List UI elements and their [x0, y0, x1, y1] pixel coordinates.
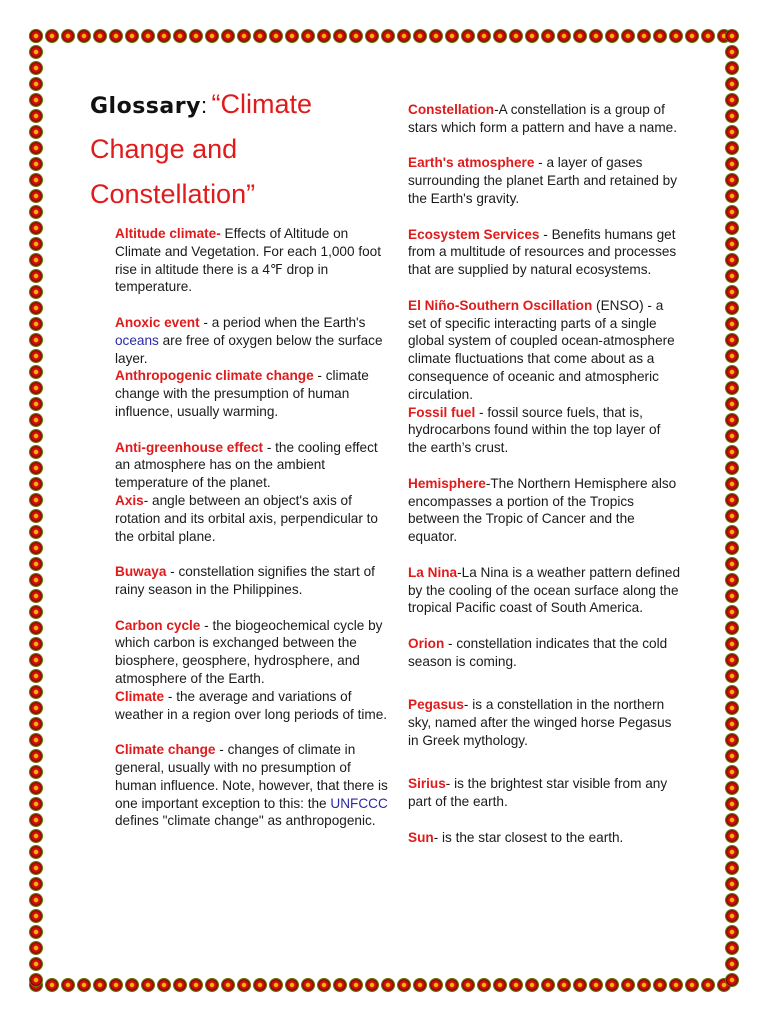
flower-border-icon	[726, 174, 738, 186]
flower-border-icon	[366, 979, 378, 991]
flower-border-icon	[382, 979, 394, 991]
flower-border-icon	[366, 30, 378, 42]
flower-border-icon	[142, 30, 154, 42]
flower-border-icon	[702, 30, 714, 42]
flower-border-icon	[30, 638, 42, 650]
entry-axis	[115, 492, 390, 545]
definition: - is the brightest star visible from any part of the earth.	[408, 776, 668, 810]
flower-border-icon	[446, 30, 458, 42]
flower-border-icon	[30, 398, 42, 410]
flower-border-icon	[30, 110, 42, 122]
entry-constellation	[408, 101, 683, 137]
flower-border-icon	[726, 846, 738, 858]
flower-border-icon	[30, 654, 42, 666]
flower-border-icon	[30, 302, 42, 314]
entry-enso	[408, 297, 683, 404]
flower-border-icon	[478, 979, 490, 991]
flower-border-icon	[494, 30, 506, 42]
flower-border-icon	[30, 590, 42, 602]
flower-border-icon	[526, 30, 538, 42]
flower-border-icon	[30, 462, 42, 474]
flower-border-icon	[30, 46, 42, 58]
flower-border-icon	[30, 974, 42, 986]
flower-border-icon	[174, 30, 186, 42]
term: Pegasus	[408, 697, 464, 713]
flower-border-icon	[726, 542, 738, 554]
flower-border-icon	[30, 286, 42, 298]
flower-border-icon	[462, 979, 474, 991]
flower-border-icon	[334, 30, 346, 42]
flower-border-icon	[446, 979, 458, 991]
flower-border-icon	[30, 142, 42, 154]
flower-border-icon	[158, 979, 170, 991]
flower-border-icon	[254, 979, 266, 991]
flower-border-icon	[510, 30, 522, 42]
flower-border-icon	[726, 942, 738, 954]
flower-border-icon	[30, 750, 42, 762]
entry-orion	[408, 635, 683, 671]
flower-border-icon	[726, 142, 738, 154]
definition: - climate change with the presumption of human influence, usually warming.	[115, 368, 369, 419]
flower-border-icon	[286, 979, 298, 991]
page-title	[90, 84, 390, 219]
flower-border-icon	[726, 30, 738, 42]
entry-climate-change	[115, 741, 390, 830]
entry-sun	[408, 829, 683, 847]
flower-border-icon	[30, 622, 42, 634]
flower-border-icon	[206, 30, 218, 42]
flower-border-icon	[30, 446, 42, 458]
term: Hemisphere	[408, 475, 486, 491]
term: Anthropogenic climate change	[115, 368, 314, 384]
title-colon: :	[200, 93, 208, 118]
flower-border-icon	[702, 979, 714, 991]
border-left	[28, 28, 44, 993]
flower-border-icon	[30, 542, 42, 554]
flower-border-icon	[726, 862, 738, 874]
flower-border-icon	[726, 270, 738, 282]
term: Sun	[408, 829, 434, 845]
flower-border-icon	[726, 830, 738, 842]
flower-border-icon	[590, 30, 602, 42]
definition: - Benefits humans get from a multitude of resources and processes that are supplied by natural ecosystems.	[408, 226, 677, 278]
border-right	[724, 28, 740, 993]
flower-border-icon	[726, 318, 738, 330]
flower-border-icon	[670, 979, 682, 991]
term: Climate	[115, 688, 165, 704]
flower-border-icon	[158, 30, 170, 42]
term: Sirius	[408, 776, 446, 792]
flower-border-icon	[126, 979, 138, 991]
flower-border-icon	[574, 30, 586, 42]
flower-border-icon	[726, 446, 738, 458]
flower-border-icon	[30, 670, 42, 682]
definition: defines "climate change" as anthropogenic.	[115, 813, 376, 829]
flower-border-icon	[30, 414, 42, 426]
flower-border-icon	[726, 254, 738, 266]
entry-earths-atmosphere	[408, 154, 683, 207]
flower-border-icon	[30, 798, 42, 810]
flower-border-icon	[30, 238, 42, 250]
flower-border-icon	[726, 478, 738, 490]
definition: - angle between an object's axis of rotation and its orbital axis, perpendicular to the orbital plane.	[115, 492, 378, 544]
flower-border-icon	[30, 686, 42, 698]
flower-border-icon	[382, 30, 394, 42]
flower-border-icon	[318, 30, 330, 42]
definition: -A constellation is a group of stars which form a pattern and have a name.	[408, 102, 677, 135]
entry-anti-greenhouse-effect	[115, 439, 390, 492]
flower-border-icon	[30, 814, 42, 826]
flower-border-icon	[30, 606, 42, 618]
left-column	[115, 225, 390, 830]
flower-border-icon	[726, 158, 738, 170]
flower-border-icon	[462, 30, 474, 42]
flower-border-icon	[726, 414, 738, 426]
entry-la-nina	[408, 564, 683, 617]
flower-border-icon	[430, 30, 442, 42]
flower-border-icon	[30, 190, 42, 202]
entry-carbon-cycle	[115, 617, 390, 688]
flower-border-icon	[30, 862, 42, 874]
term: Altitude climate-	[115, 226, 221, 241]
flower-border-icon	[726, 558, 738, 570]
flower-border-icon	[726, 606, 738, 618]
flower-border-icon	[726, 382, 738, 394]
definition: - constellation indicates that the cold season is coming.	[408, 635, 668, 669]
term: Climate change	[115, 742, 216, 758]
flower-border-icon	[78, 30, 90, 42]
flower-border-icon	[30, 30, 42, 42]
flower-border-icon	[110, 979, 122, 991]
flower-border-icon	[30, 766, 42, 778]
definition: - a period when the Earth's	[199, 314, 366, 330]
flower-border-icon	[190, 979, 202, 991]
flower-border-icon	[286, 30, 298, 42]
flower-border-icon	[726, 510, 738, 522]
flower-border-icon	[726, 734, 738, 746]
flower-border-icon	[30, 382, 42, 394]
flower-border-icon	[30, 494, 42, 506]
flower-border-icon	[318, 979, 330, 991]
flower-border-icon	[30, 270, 42, 282]
flower-border-icon	[30, 366, 42, 378]
unfccc-link[interactable]: UNFCCC	[330, 795, 388, 811]
definition: -The Northern Hemisphere also encompasses a portion of the Tropics between the Tropic of Cancer and the equator.	[408, 475, 677, 545]
flower-border-icon	[30, 926, 42, 938]
definition: -La Nina is a weather pattern defined by the cooling of the ocean surface along the tropical Pacific coast of South America.	[408, 564, 681, 616]
flower-border-icon	[726, 638, 738, 650]
flower-border-icon	[254, 30, 266, 42]
flower-border-icon	[30, 62, 42, 74]
flower-border-icon	[94, 979, 106, 991]
flower-border-icon	[686, 30, 698, 42]
flower-border-icon	[606, 979, 618, 991]
flower-border-icon	[30, 878, 42, 890]
flower-border-icon	[726, 718, 738, 730]
flower-border-icon	[30, 574, 42, 586]
flower-border-icon	[606, 30, 618, 42]
term: Ecosystem Services	[408, 226, 540, 242]
entry-pegasus	[408, 696, 683, 749]
flower-border-icon	[726, 430, 738, 442]
flower-border-icon	[670, 30, 682, 42]
flower-border-icon	[30, 174, 42, 186]
flower-border-icon	[726, 702, 738, 714]
flower-border-icon	[726, 814, 738, 826]
term: Fossil fuel	[408, 404, 476, 420]
flower-border-icon	[726, 574, 738, 586]
flower-border-icon	[638, 30, 650, 42]
term: Anti-greenhouse effect	[115, 439, 264, 455]
flower-border-icon	[726, 302, 738, 314]
flower-border-icon	[726, 958, 738, 970]
flower-border-icon	[30, 334, 42, 346]
flower-border-icon	[726, 894, 738, 906]
flower-border-icon	[726, 110, 738, 122]
entry-anthropogenic-climate-change	[115, 367, 390, 420]
flower-border-icon	[222, 979, 234, 991]
flower-border-icon	[174, 979, 186, 991]
flower-border-icon	[30, 478, 42, 490]
flower-border-icon	[622, 979, 634, 991]
flower-border-icon	[30, 894, 42, 906]
flower-border-icon	[726, 926, 738, 938]
flower-border-icon	[398, 30, 410, 42]
flower-border-icon	[94, 30, 106, 42]
flower-border-icon	[478, 30, 490, 42]
flower-border-icon	[62, 979, 74, 991]
flower-border-icon	[726, 654, 738, 666]
flower-border-icon	[726, 910, 738, 922]
flower-border-icon	[30, 558, 42, 570]
flower-border-icon	[30, 78, 42, 90]
flower-border-icon	[30, 830, 42, 842]
flower-border-icon	[726, 238, 738, 250]
flower-border-icon	[726, 798, 738, 810]
flower-border-icon	[30, 430, 42, 442]
term: Orion	[408, 635, 445, 651]
flower-border-icon	[726, 190, 738, 202]
flower-border-icon	[654, 30, 666, 42]
title-line-2: Change and	[90, 134, 238, 164]
flower-border-icon	[726, 766, 738, 778]
flower-border-icon	[726, 206, 738, 218]
flower-border-icon	[30, 254, 42, 266]
flower-border-icon	[110, 30, 122, 42]
flower-border-icon	[726, 974, 738, 986]
entry-anoxic-event	[115, 314, 390, 367]
entry-altitude-climate	[115, 225, 390, 296]
flower-border-icon	[30, 718, 42, 730]
flower-border-icon	[30, 94, 42, 106]
definition: - is a constellation in the northern sky, named after the winged horse Pegasus in Greek mythology.	[408, 697, 672, 748]
flower-border-icon	[726, 78, 738, 90]
flower-border-icon	[542, 979, 554, 991]
flower-border-icon	[190, 30, 202, 42]
flower-border-icon	[62, 30, 74, 42]
flower-border-icon	[30, 350, 42, 362]
entry-fossil-fuel	[408, 404, 683, 457]
flower-border-icon	[638, 979, 650, 991]
flower-border-icon	[414, 979, 426, 991]
term: Constellation	[408, 102, 495, 117]
flower-border-icon	[270, 979, 282, 991]
flower-border-icon	[30, 206, 42, 218]
title-line-1: “Climate	[211, 89, 313, 119]
flower-border-icon	[726, 622, 738, 634]
flower-border-icon	[30, 318, 42, 330]
term: Buwaya	[115, 564, 167, 580]
definition: - the average and variations of weather in a region over long periods of time.	[115, 688, 388, 722]
flower-border-icon	[350, 979, 362, 991]
flower-border-icon	[30, 158, 42, 170]
flower-border-icon	[30, 942, 42, 954]
flower-border-icon	[30, 910, 42, 922]
flower-border-icon	[590, 979, 602, 991]
flower-border-icon	[726, 750, 738, 762]
entry-ecosystem-services	[408, 226, 683, 279]
flower-border-icon	[726, 670, 738, 682]
flower-border-icon	[558, 30, 570, 42]
entry-climate	[115, 688, 390, 724]
flower-border-icon	[686, 979, 698, 991]
flower-border-icon	[654, 979, 666, 991]
term: El Niño-Southern Oscillation	[408, 297, 593, 313]
flower-border-icon	[302, 979, 314, 991]
flower-border-icon	[398, 979, 410, 991]
flower-border-icon	[238, 979, 250, 991]
flower-border-icon	[30, 510, 42, 522]
flower-border-icon	[726, 686, 738, 698]
definition: - is the star closest to the earth.	[433, 829, 624, 845]
definition: - changes of climate in general, usually with no presumption of human influence. Note, however, that there is one important exception to this: the	[115, 742, 388, 811]
term: Anoxic event	[115, 314, 200, 330]
term: Axis	[115, 492, 144, 508]
flower-border-icon	[238, 30, 250, 42]
flower-border-icon	[510, 979, 522, 991]
flower-border-icon	[46, 30, 58, 42]
flower-border-icon	[302, 30, 314, 42]
flower-border-icon	[30, 702, 42, 714]
flower-border-icon	[726, 590, 738, 602]
flower-border-icon	[726, 334, 738, 346]
flower-border-icon	[30, 782, 42, 794]
term: Earth's atmosphere	[408, 155, 535, 171]
title-line-3: Constellation”	[90, 179, 256, 209]
flower-border-icon	[142, 979, 154, 991]
flower-border-icon	[30, 126, 42, 138]
flower-border-icon	[30, 734, 42, 746]
definition: - the biogeochemical cycle by which carbon is exchanged between the biosphere, geosphere, hydrosphere, and atmosphere of the Earth.	[115, 617, 383, 686]
flower-border-icon	[270, 30, 282, 42]
right-column	[408, 101, 683, 847]
flower-border-icon	[726, 366, 738, 378]
flower-border-icon	[726, 46, 738, 58]
flower-border-icon	[726, 462, 738, 474]
flower-border-icon	[726, 494, 738, 506]
definition: are free of oxygen below the surface layer.	[115, 332, 383, 366]
term: La Nina	[408, 564, 458, 580]
flower-border-icon	[30, 958, 42, 970]
definition: - fossil source fuels, that is, hydrocarbons found within the top layer of the earth’s crust.	[408, 404, 661, 456]
flower-border-icon	[414, 30, 426, 42]
flower-border-icon	[726, 286, 738, 298]
entry-hemisphere	[408, 475, 683, 546]
definition: - constellation signifies the start of rainy season in the Philippines.	[115, 564, 375, 597]
flower-border-icon	[726, 350, 738, 362]
flower-border-icon	[494, 979, 506, 991]
flower-border-icon	[726, 222, 738, 234]
flower-border-icon	[726, 94, 738, 106]
flower-border-icon	[430, 979, 442, 991]
flower-border-icon	[46, 979, 58, 991]
definition: - the cooling effect an atmosphere has on the ambient temperature of the planet.	[115, 439, 378, 491]
definition: (ENSO) - a set of specific interacting parts of a single global system of coupled ocean-atmosphere climate fluctuations that come about as a consequence of oceanic and atmospheric circulation.	[408, 297, 675, 402]
oceans-link[interactable]: oceans	[115, 332, 159, 348]
definition: - a layer of gases surrounding the planet Earth and retained by the Earth's gravity.	[408, 155, 678, 206]
entry-sirius	[408, 775, 683, 811]
flower-border-icon	[30, 846, 42, 858]
flower-border-icon	[334, 979, 346, 991]
flower-border-icon	[726, 878, 738, 890]
flower-border-icon	[558, 979, 570, 991]
flower-border-icon	[126, 30, 138, 42]
flower-border-icon	[30, 222, 42, 234]
glossary-label: Glossary	[90, 94, 201, 119]
flower-border-icon	[206, 979, 218, 991]
entry-buwaya	[115, 563, 390, 599]
flower-border-icon	[726, 126, 738, 138]
flower-border-icon	[726, 782, 738, 794]
flower-border-icon	[222, 30, 234, 42]
term: Carbon cycle	[115, 617, 201, 633]
flower-border-icon	[542, 30, 554, 42]
flower-border-icon	[350, 30, 362, 42]
definition: Effects of Altitude on Climate and Vegetation. For each 1,000 foot rise in altitude there is a 4℉ drop in temperature.	[115, 226, 382, 295]
border-top	[28, 28, 740, 44]
flower-border-icon	[726, 62, 738, 74]
flower-border-icon	[526, 979, 538, 991]
flower-border-icon	[30, 526, 42, 538]
flower-border-icon	[726, 398, 738, 410]
flower-border-icon	[574, 979, 586, 991]
flower-border-icon	[726, 526, 738, 538]
flower-border-icon	[78, 979, 90, 991]
border-bottom	[28, 977, 740, 993]
flower-border-icon	[622, 30, 634, 42]
